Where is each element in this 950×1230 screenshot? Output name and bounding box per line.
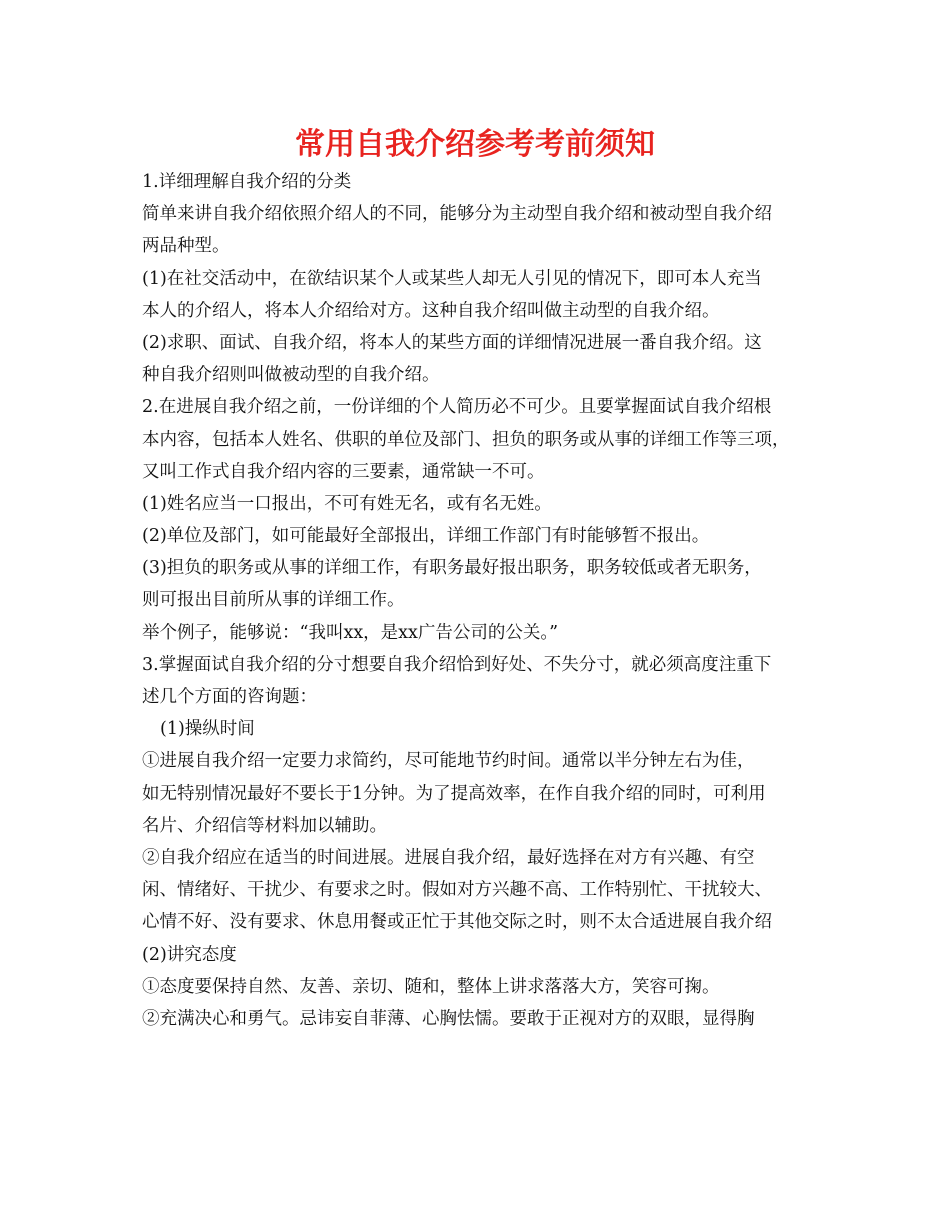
text-line: 闲、情绪好、干扰少、有要求之时。假如对方兴趣不高、工作特别忙、干扰较大、 — [142, 880, 772, 901]
text-line: 简单来讲自我介绍依照介绍人的不同，能够分为主动型自我介绍和被动型自我介绍 — [142, 204, 772, 225]
text-line: 1.详细理解自我介绍的分类 — [142, 172, 352, 192]
text-line: (2)讲究态度 — [142, 944, 237, 965]
text-line: (2)单位及部门，如可能最好全部报出，详细工作部门有时能够暂不报出。 — [142, 526, 710, 547]
text-line: ②充满决心和勇气。忌讳妄自菲薄、心胸怯懦。要敢于正视对方的双眼，显得胸 — [142, 1008, 755, 1029]
document-title: 常用自我介绍参考考前须知 — [295, 127, 655, 162]
text-line: 述几个方面的咨询题： — [142, 687, 317, 707]
text-line: 两品种型。 — [142, 236, 230, 257]
text-line: ①态度要保持自然、友善、亲切、随和，整体上讲求落落大方，笑容可掬。 — [142, 976, 720, 997]
document-body — [142, 166, 822, 1035]
text-line: 又叫工作式自我介绍内容的三要素，通常缺一不可。 — [142, 461, 545, 482]
text-line: 3.掌握面试自我介绍的分寸想要自我介绍恰到好处、不失分寸，就必须高度注重下 — [142, 654, 772, 675]
text-line: 本人的介绍人，将本人介绍给对方。这种自我介绍叫做主动型的自我介绍。 — [142, 300, 720, 321]
text-line: 举个例子，能够说：“我叫xx，是xx广告公司的公关。” — [142, 622, 559, 643]
text-line: (1)操纵时间 — [160, 719, 255, 740]
text-line: ①进展自我介绍一定要力求简约，尽可能地节约时间。通常以半分钟左右为佳， — [142, 751, 755, 772]
text-line: (1)姓名应当一口报出，不可有姓无名，或有名无姓。 — [142, 493, 552, 514]
text-line: 2.在进展自我介绍之前，一份详细的个人简历必不可少。且要掌握面试自我介绍根 — [142, 397, 772, 418]
text-line: ②自我介绍应在适当的时间进展。进展自我介绍，最好选择在对方有兴趣、有空 — [142, 847, 755, 868]
text-line: 心情不好、没有要求、休息用餐或正忙于其他交际之时，则不太合适进展自我介绍 — [142, 912, 772, 933]
text-line: (2)求职、面试、自我介绍，将本人的某些方面的详细情况进展一番自我介绍。这 — [142, 332, 762, 353]
text-line: 则可报出目前所从事的详细工作。 — [142, 590, 405, 611]
text-line: (3)担负的职务或从事的详细工作，有职务最好报出职务，职务较低或者无职务， — [142, 558, 762, 579]
text-line: 名片、介绍信等材料加以辅助。 — [142, 815, 387, 836]
text-line: 本内容，包括本人姓名、供职的单位及部门、担负的职务或从事的详细工作等三项， — [142, 429, 790, 450]
text-line: (1)在社交活动中，在欲结识某个人或某些人却无人引见的情况下，即可本人充当 — [142, 268, 762, 289]
text-line: 种自我介绍则叫做被动型的自我介绍。 — [142, 365, 440, 386]
text-line: 如无特别情况最好不要长于1分钟。为了提高效率，在作自我介绍的同时，可利用 — [142, 783, 766, 804]
